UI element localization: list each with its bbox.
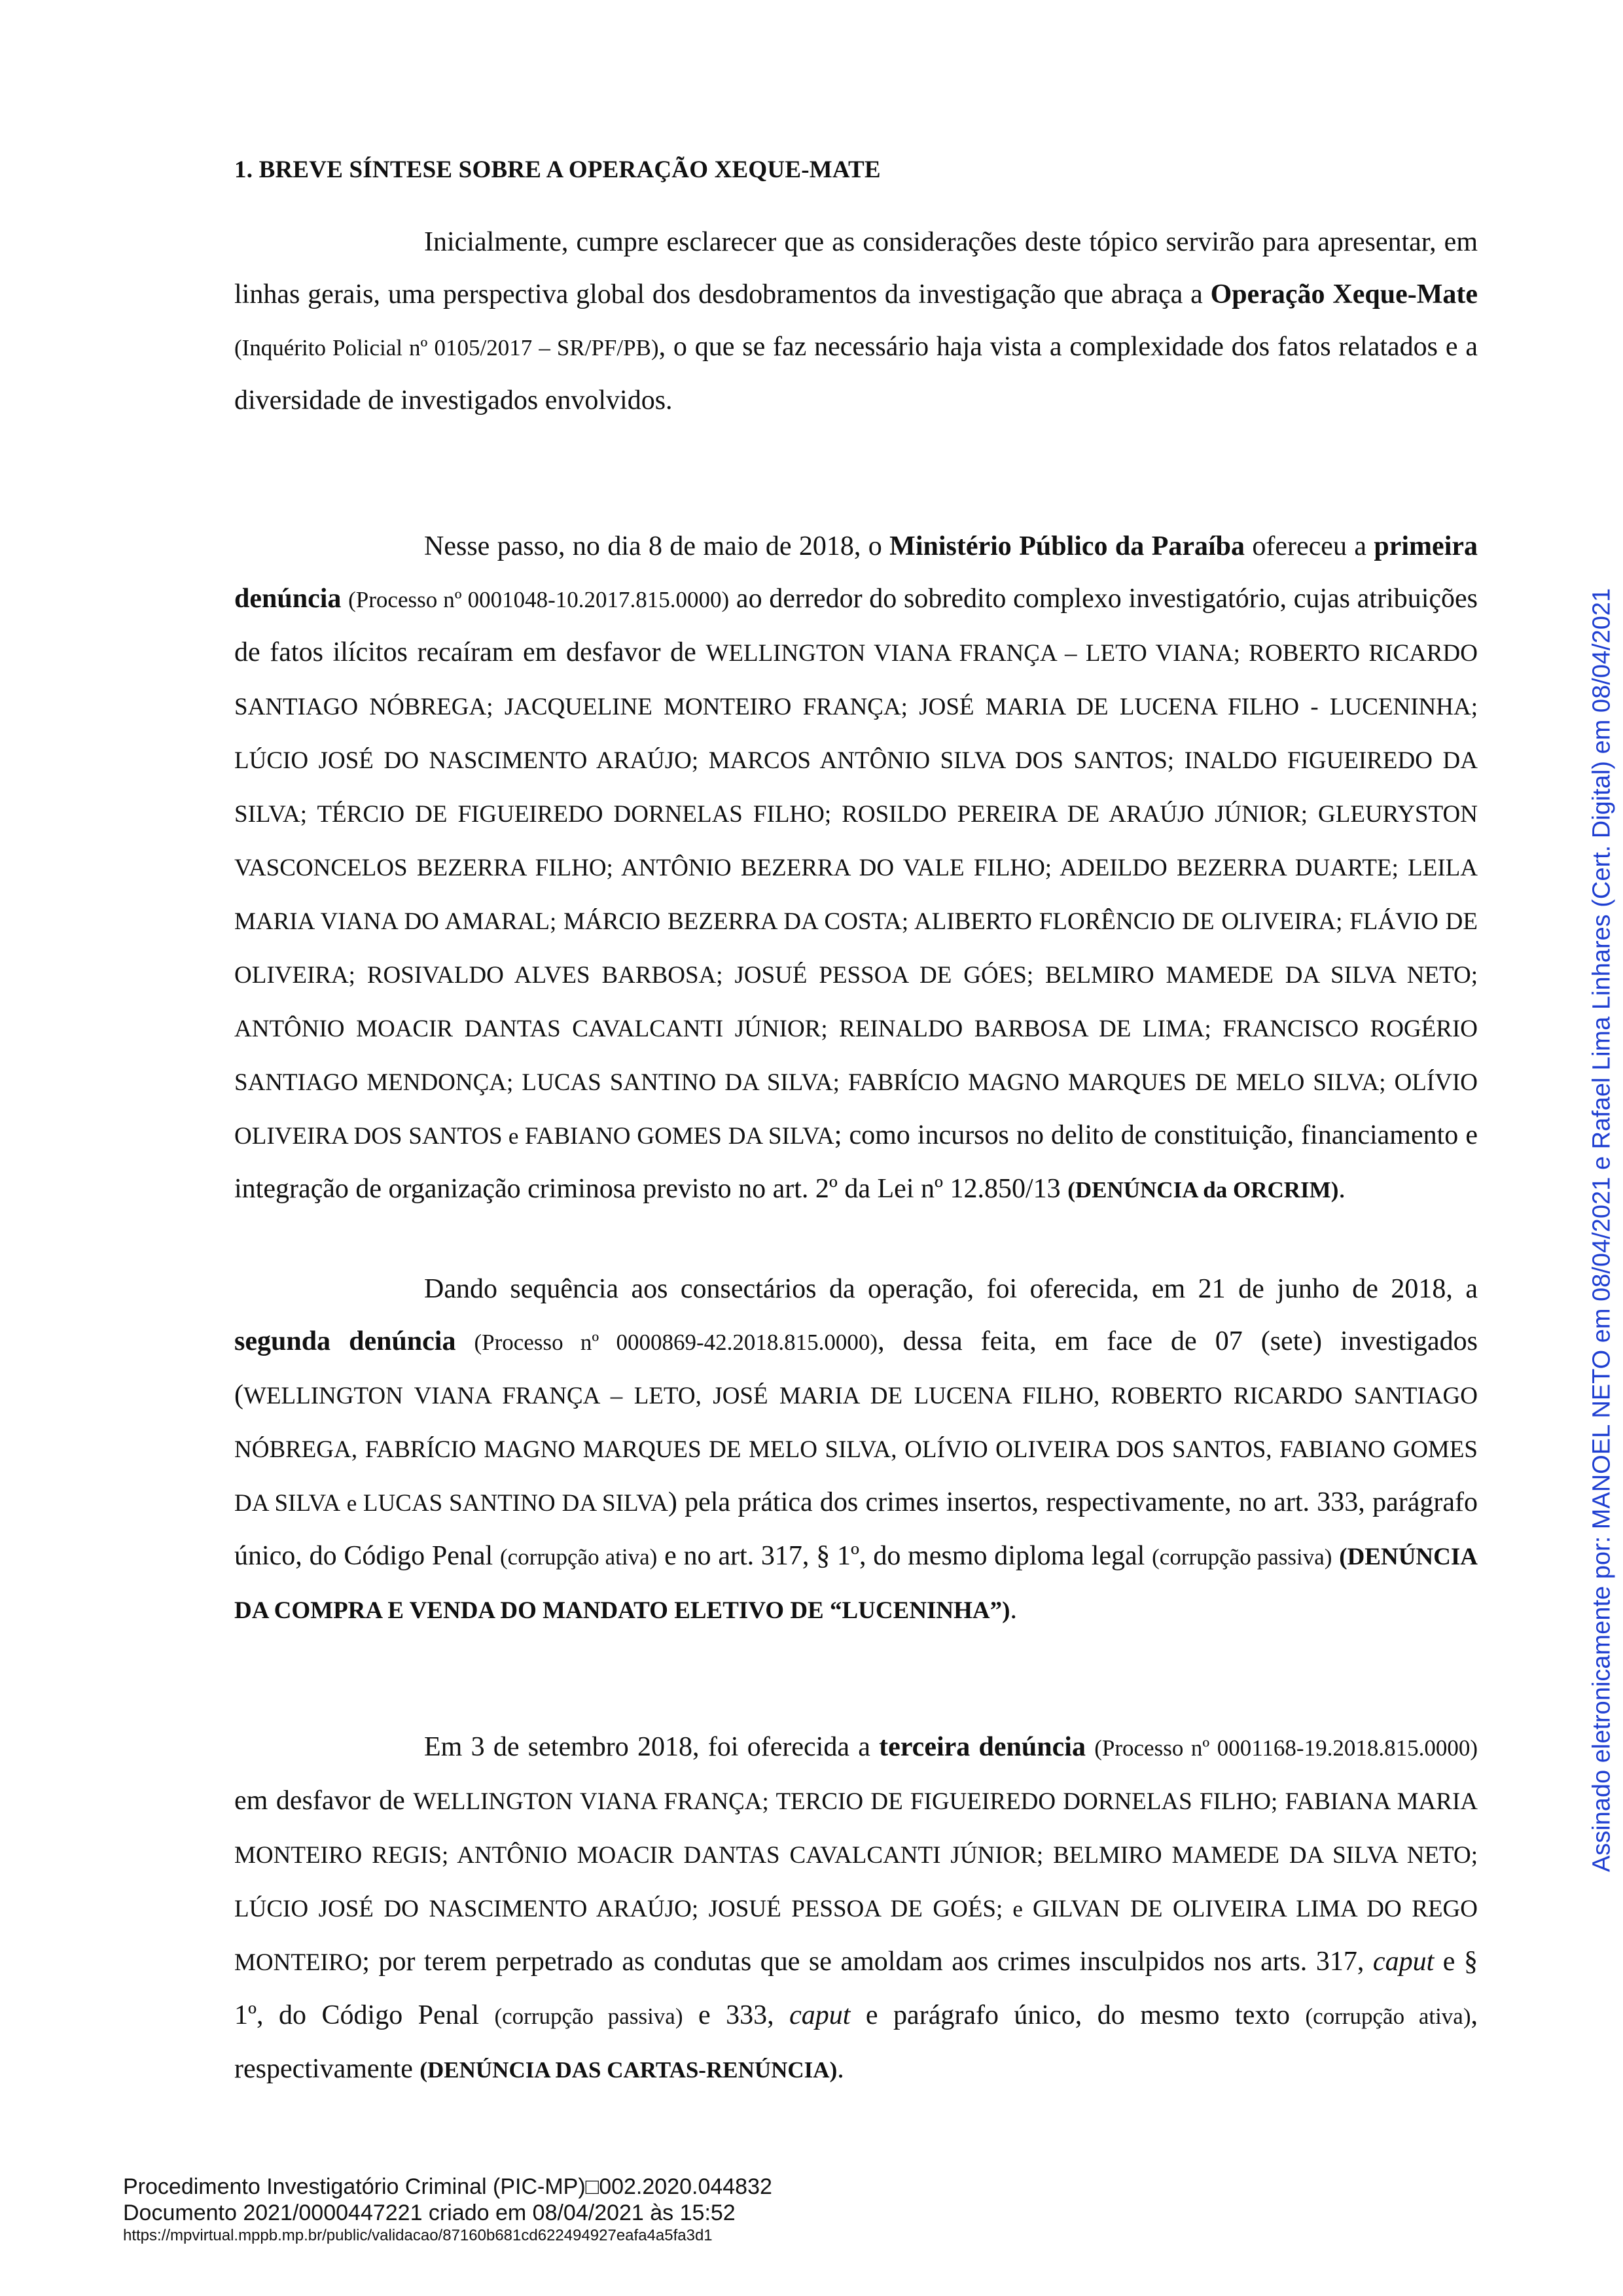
p3-defendants-list: WELLINGTON VIANA FRANÇA – LETO, JOSÉ MARIA DE LUCENA FILHO, ROBERTO RICARDO SANTIAGO NÓBREGA, FABRÍCIO MAGNO MARQUES DE MELO SILVA, OLÍVIO OLIVEIRA DOS SANTOS, FABIANO GOMES DA SILVA bbox=[234, 1383, 1478, 1517]
paragraph-first-complaint bbox=[234, 520, 1478, 1216]
p4-active-corruption: (corrupção ativa) bbox=[1305, 2004, 1471, 2029]
p3-text-5: e no art. 317, § 1º, do mesmo diploma legal bbox=[657, 1541, 1152, 1571]
p2-conjunction: e bbox=[502, 1123, 525, 1149]
p4-last-defendant: GILVAN DE OLIVEIRA LIMA DO REGO MONTEIRO bbox=[234, 1896, 1478, 1976]
p3-text-4: ) pela prática dos crimes insertos, respectivamente, no art. 333, parágrafo único, do Código Penal bbox=[234, 1487, 1478, 1571]
p4-conjunction: e bbox=[1003, 1896, 1033, 1922]
p4-caput-2: caput bbox=[789, 2000, 851, 2030]
paragraph-second-complaint bbox=[234, 1263, 1478, 1637]
p4-defendants-list: WELLINGTON VIANA FRANÇA; TERCIO DE FIGUEIREDO DORNELAS FILHO; FABIANA MARIA MONTEIRO REGIS; ANTÔNIO MOACIR DANTAS CAVALCANTI JÚNIOR; BELMIRO MAMEDE DA SILVA NETO; LÚCIO JOSÉ DO NASCIMENTO ARAÚJO; JOSUÉ PESSOA DE GOÉS; bbox=[234, 1788, 1478, 1922]
p2-first-complaint-label: primeira denúncia bbox=[234, 531, 1478, 614]
p2-process-ref: (Processo nº 0001048-10.2017.815.0000) bbox=[348, 587, 730, 612]
paragraph-operation-overview bbox=[234, 216, 1478, 427]
p1-operation-name: Operação Xeque-Mate bbox=[1210, 279, 1478, 309]
p1-text-1: Inicialmente, cumpre esclarecer que as considerações deste tópico servirão para apresentar, em linhas gerais, uma perspectiva global dos desdobramentos da investigação que abraça a bbox=[234, 227, 1478, 309]
p4-text-7: e parágrafo único, do mesmo texto bbox=[850, 2000, 1306, 2030]
p4-third-complaint-label: terceira denúncia bbox=[879, 1732, 1086, 1762]
p4-process-ref: (Processo nº 0001168-19.2018.815.0000) bbox=[1094, 1735, 1478, 1761]
p3-passive-corruption: (corrupção passiva) bbox=[1152, 1544, 1332, 1570]
p4-text-6: e 333, bbox=[683, 2000, 790, 2030]
footer-document-id: Documento 2021/0000447221 criado em 08/04/2021 às 15:52 bbox=[123, 2200, 736, 2225]
p3-text-2: , dessa feita, em face de 07 (sete) investigados ( bbox=[234, 1326, 1478, 1410]
section-heading: 1. BREVE SÍNTESE SOBRE A OPERAÇÃO XEQUE-MATE bbox=[234, 156, 881, 183]
p1-text-2: , o que se faz necessário haja vista a complexidade dos fatos relatados e a diversidade de investigados envolvidos. bbox=[234, 332, 1478, 415]
p2-text-3: ao derredor do sobredito complexo investigatório, cujas atribuições de fatos ilícitos recaíram em desfavor de bbox=[234, 584, 1478, 667]
p1-inquiry-ref: (Inquérito Policial nº 0105/2017 – SR/PF/PB) bbox=[234, 335, 659, 361]
p2-complaint-tag: (DENÚNCIA da ORCRIM) bbox=[1067, 1177, 1339, 1203]
p4-complaint-tag: (DENÚNCIA DAS CARTAS-RENÚNCIA) bbox=[419, 2057, 838, 2083]
p4-text-1: Em 3 de setembro 2018, foi oferecida a bbox=[424, 1732, 880, 1762]
p3-last-defendant: LUCAS SANTINO DA SILVA bbox=[363, 1490, 668, 1517]
document-footer bbox=[123, 2174, 772, 2246]
p4-text-4: ; por terem perpetrado as condutas que se amoldam aos crimes insculpidos nos arts. 317, bbox=[362, 1947, 1373, 1977]
footer-procedure-id: Procedimento Investigatório Criminal (PIC-MP)□002.2020.044832 bbox=[123, 2174, 772, 2199]
p2-text-5: ; como incursos no delito de constituição, financiamento e integração de organização criminosa previsto no art. 2º da Lei nº 12.850/13 bbox=[234, 1120, 1478, 1204]
p2-ministry-name: Ministério Público da Paraíba bbox=[889, 531, 1245, 561]
electronic-signature-stamp: Assinado eletronicamente por: MANOEL NETO em 08/04/2021 e Rafael Lima Linhares (Cert. Digital) em 08/04/2021 bbox=[1588, 588, 1616, 1873]
p2-text-6: . bbox=[1338, 1174, 1346, 1204]
p3-process-ref: (Processo nº 0000869-42.2018.815.0000) bbox=[474, 1330, 878, 1355]
paragraph-third-complaint bbox=[234, 1721, 1478, 2096]
p2-defendants-list: WELLINGTON VIANA FRANÇA – LETO VIANA; ROBERTO RICARDO SANTIAGO NÓBREGA; JACQUELINE MONTEIRO FRANÇA; JOSÉ MARIA DE LUCENA FILHO - LUCENINHA; LÚCIO JOSÉ DO NASCIMENTO ARAÚJO; MARCOS ANTÔNIO SILVA DOS SANTOS; INALDO FIGUEIREDO DA SILVA; TÉRCIO DE FIGUEIREDO DORNELAS FILHO; ROSILDO PEREIRA DE ARAÚJO JÚNIOR; GLEURYSTON VASCONCELOS BEZERRA FILHO; ANTÔNIO BEZERRA DO VALE FILHO; ADEILDO BEZERRA DUARTE; LEILA MARIA VIANA DO AMARAL; MÁRCIO BEZERRA DA COSTA; ALIBERTO FLORÊNCIO DE OLIVEIRA; FLÁVIO DE OLIVEIRA; ROSIVALDO ALVES BARBOSA; JOSUÉ PESSOA DE GÓES; BELMIRO MAMEDE DA SILVA NETO; ANTÔNIO MOACIR DANTAS CAVALCANTI JÚNIOR; REINALDO BARBOSA DE LIMA; FRANCISCO ROGÉRIO SANTIAGO MENDONÇA; LUCAS SANTINO DA SILVA; FABRÍCIO MAGNO MARQUES DE MELO SILVA; OLÍVIO OLIVEIRA DOS SANTOS bbox=[234, 640, 1478, 1150]
p4-text-9: . bbox=[837, 2054, 844, 2084]
p3-conjunction: e bbox=[340, 1491, 363, 1516]
footer-validation-url: https://mpvirtual.mppb.mp.br/public/validacao/87160b681cd622494927eafa4a5fa3d1 bbox=[123, 2227, 713, 2244]
p3-complaint-tag: (DENÚNCIA DA COMPRA E VENDA DO MANDATO ELETIVO DE “LUCENINHA”) bbox=[234, 1544, 1478, 1624]
p4-text-5: e § 1º, do Código Penal bbox=[234, 1947, 1478, 2030]
p4-passive-corruption: (corrupção passiva) bbox=[494, 2004, 683, 2029]
p2-last-defendant: FABIANO GOMES DA SILVA bbox=[524, 1123, 834, 1150]
p4-text-8: , respectivamente bbox=[234, 2000, 1478, 2084]
p4-caput-1: caput bbox=[1372, 1947, 1435, 1977]
p3-text-6: . bbox=[1010, 1595, 1017, 1625]
p2-text-1: Nesse passo, no dia 8 de maio de 2018, o bbox=[424, 531, 890, 561]
p3-second-complaint-label: segunda denúncia bbox=[234, 1326, 456, 1356]
p4-text-2: em desfavor de bbox=[234, 1786, 414, 1816]
p3-active-corruption: (corrupção ativa) bbox=[500, 1544, 658, 1570]
p2-text-2: ofereceu a bbox=[1245, 531, 1374, 561]
p3-text-1: Dando sequência aos consectários da operação, foi oferecida, em 21 de junho de 2018, a bbox=[424, 1274, 1478, 1304]
